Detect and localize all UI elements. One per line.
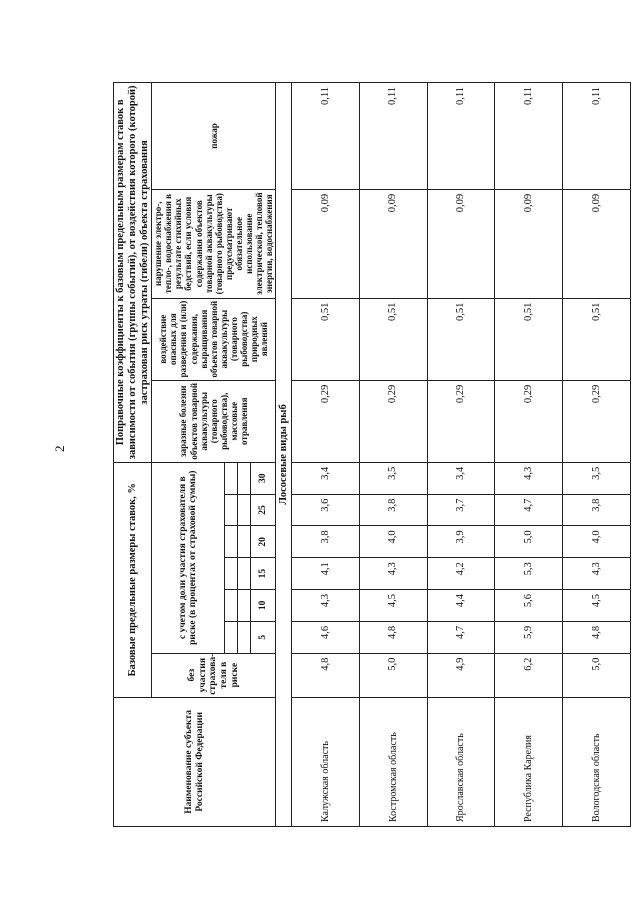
rate-cell: 4,8	[292, 653, 360, 697]
rate-cell: 5,3	[495, 558, 563, 590]
table-row	[359, 83, 427, 827]
rate-cell: 5,9	[495, 621, 563, 653]
header-with-participation: с учетом доли участия страхователя в риске (в процентах от страховой суммы)	[152, 462, 225, 653]
rate-cell: 0,09	[292, 189, 360, 298]
header-region: Наименование субъекта Российской Федерации	[114, 697, 276, 826]
stub-cell	[238, 590, 251, 622]
rate-cell: 4,5	[359, 590, 427, 622]
stub-cell	[225, 494, 238, 526]
rate-cell: 3,4	[292, 462, 360, 494]
rate-cell: 0,09	[563, 189, 631, 298]
rate-cell: 0,29	[563, 380, 631, 462]
rate-cell: 4,3	[359, 558, 427, 590]
rate-cell: 4,5	[563, 590, 631, 622]
header-event-utilities: нарушение электро-, тепло-, водоснабжения в результате стихийных бедствий, если условия содержания объектов товарной аквакультуры (товарного рыбоводства) предусматривают обязательное использование электрической, тепловой энергии, водоснабжения	[152, 189, 276, 298]
rate-cell: 4,6	[292, 621, 360, 653]
rate-cell: 0,09	[359, 189, 427, 298]
section-title: Лососевые виды рыб	[276, 83, 292, 827]
rate-cell: 0,11	[495, 83, 563, 190]
header-share-level: 25	[250, 494, 275, 526]
rate-cell: 4,9	[427, 653, 495, 697]
stub-cell	[225, 558, 238, 590]
header-event-nature: воздействие опасных для разведения и (или) содержания, выращивания объектов товарной аквакультуры (товарного рыбоводства) природных явлений	[152, 298, 276, 380]
region-name: Вологодская область	[563, 697, 631, 826]
rate-cell: 3,8	[359, 494, 427, 526]
region-name: Ярославская область	[427, 697, 495, 826]
rate-cell: 0,51	[495, 298, 563, 380]
rate-cell: 4,3	[495, 462, 563, 494]
stub-cell	[238, 621, 251, 653]
stub-cell	[238, 526, 251, 558]
rate-cell: 0,11	[359, 83, 427, 190]
header-event-disease: заразные болезни объектов товарной аквакультуры (товарного рыбоводства), массовые отравления	[152, 380, 276, 462]
rate-cell: 3,9	[427, 526, 495, 558]
rates-table	[113, 82, 631, 827]
rotated-table-container	[113, 82, 602, 827]
rate-cell: 0,09	[427, 189, 495, 298]
table-row	[427, 83, 495, 827]
stub-cell	[225, 590, 238, 622]
rate-cell: 5,6	[495, 590, 563, 622]
rate-cell: 0,51	[427, 298, 495, 380]
rate-cell: 0,11	[427, 83, 495, 190]
rate-cell: 4,2	[427, 558, 495, 590]
header-share-level: 15	[250, 558, 275, 590]
header-base-rates: Базовые предельные размеры ставок, %	[114, 462, 152, 697]
rate-cell: 3,6	[292, 494, 360, 526]
rate-cell: 4,1	[292, 558, 360, 590]
rate-cell: 4,7	[427, 621, 495, 653]
rate-cell: 3,5	[563, 462, 631, 494]
stub-cell	[238, 462, 251, 494]
rate-cell: 0,51	[359, 298, 427, 380]
region-name: Костромская область	[359, 697, 427, 826]
stub-cell	[225, 526, 238, 558]
header-share-level: 30	[250, 462, 275, 494]
rate-cell: 6,2	[495, 653, 563, 697]
header-share-level: 10	[250, 590, 275, 622]
rate-cell: 4,0	[359, 526, 427, 558]
rate-cell: 4,3	[292, 590, 360, 622]
rate-cell: 0,29	[359, 380, 427, 462]
rate-cell: 3,4	[427, 462, 495, 494]
table-row	[495, 83, 563, 827]
rate-cell: 0,51	[563, 298, 631, 380]
rate-cell: 5,0	[563, 653, 631, 697]
rate-cell: 0,29	[427, 380, 495, 462]
rate-cell: 4,3	[563, 558, 631, 590]
stub-cell	[225, 621, 238, 653]
rate-cell: 4,4	[427, 590, 495, 622]
page-number: 2	[52, 445, 67, 452]
region-name: Калужская область	[292, 697, 360, 826]
rate-cell: 0,51	[292, 298, 360, 380]
rate-cell: 0,29	[495, 380, 563, 462]
table-row	[292, 83, 360, 827]
rate-cell: 3,5	[359, 462, 427, 494]
stub-cell	[238, 494, 251, 526]
rate-cell: 4,7	[495, 494, 563, 526]
rate-cell: 0,11	[563, 83, 631, 190]
rate-cell: 0,29	[292, 380, 360, 462]
header-no-participation: без участия страхова-теля в риске	[152, 653, 276, 697]
table-row	[563, 83, 631, 827]
rate-cell: 3,7	[427, 494, 495, 526]
header-share-level: 20	[250, 526, 275, 558]
rate-cell: 4,8	[563, 621, 631, 653]
rate-cell: 3,8	[563, 494, 631, 526]
header-share-level: 5	[250, 621, 275, 653]
rate-cell: 5,0	[359, 653, 427, 697]
header-event-fire: пожар	[152, 83, 276, 190]
region-name: Республика Карелия	[495, 697, 563, 826]
rate-cell: 5,0	[495, 526, 563, 558]
stub-cell	[238, 558, 251, 590]
rate-cell: 0,09	[495, 189, 563, 298]
rate-cell: 4,8	[359, 621, 427, 653]
rate-cell: 0,11	[292, 83, 360, 190]
rate-cell: 3,8	[292, 526, 360, 558]
rate-cell: 4,0	[563, 526, 631, 558]
stub-cell	[225, 462, 238, 494]
header-correction: Поправочные коэффициенты к базовым предельным размерам ставок в зависимости от события (группы событий), от воздействия которого (которой) застрахован риск утраты (гибели) объекта страхования	[114, 83, 152, 463]
